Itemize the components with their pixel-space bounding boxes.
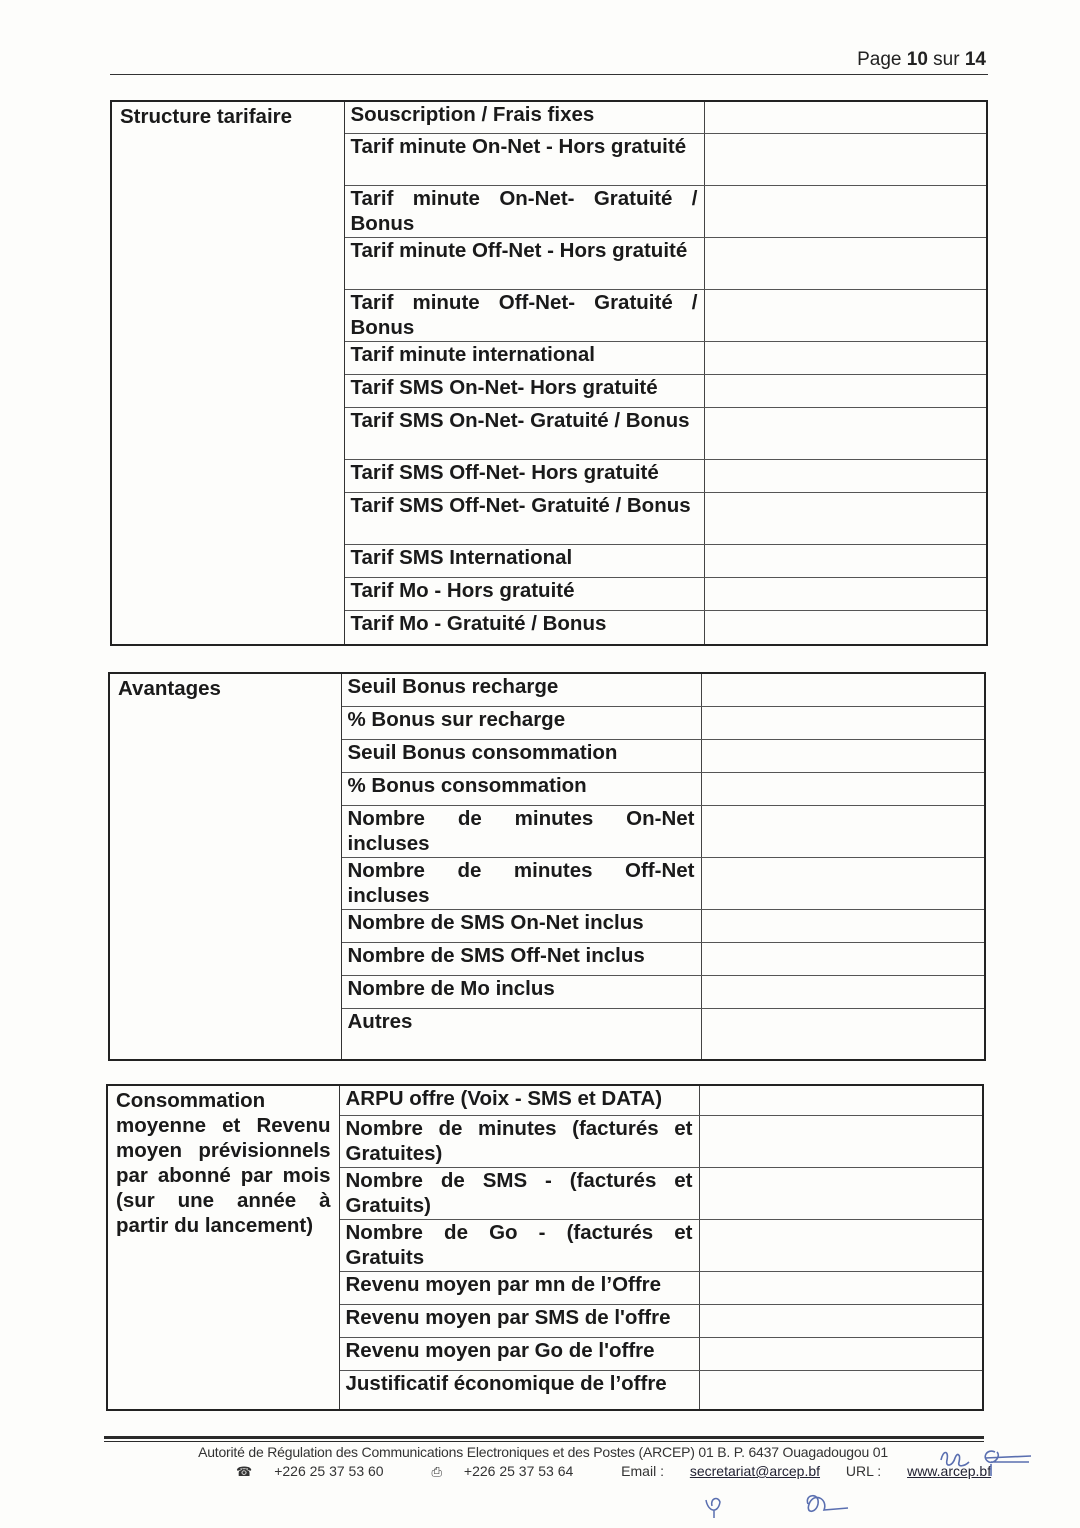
- footer-authority: Autorité de Régulation des Communications Electroniques et des Postes (ARCEP) 01 B. P. 6437 Ouagadougou 01: [198, 1444, 888, 1460]
- value-cell[interactable]: [704, 544, 987, 577]
- page-total: 14: [964, 49, 986, 70]
- value-cell[interactable]: [699, 1304, 983, 1337]
- table-row-label: Nombre de minutes On-Net incluses: [341, 805, 701, 857]
- value-cell[interactable]: [701, 706, 985, 739]
- advantages-table: [108, 672, 986, 1061]
- value-cell[interactable]: [701, 673, 985, 706]
- value-cell[interactable]: [704, 577, 987, 610]
- table-row-label: Tarif minute international: [344, 341, 704, 374]
- table-row-label: Seuil Bonus recharge: [341, 673, 701, 706]
- value-cell[interactable]: [704, 341, 987, 374]
- value-cell[interactable]: [699, 1337, 983, 1370]
- table-row-label: Tarif SMS Off-Net- Gratuité / Bonus: [344, 492, 704, 544]
- table-row-label: Souscription / Frais fixes: [344, 101, 704, 133]
- section-label: Structure tarifaire: [111, 101, 344, 645]
- page-current: 10: [906, 49, 928, 70]
- value-cell[interactable]: [701, 772, 985, 805]
- table-row-label: Nombre de Go - (facturés et Gratuits: [339, 1219, 699, 1271]
- table-row-label: Tarif SMS On-Net- Hors gratuité: [344, 374, 704, 407]
- value-cell[interactable]: [701, 942, 985, 975]
- footer-contacts: [236, 1463, 1013, 1480]
- page-number: [857, 49, 986, 71]
- table-row-label: % Bonus sur recharge: [341, 706, 701, 739]
- value-cell[interactable]: [704, 407, 987, 459]
- value-cell[interactable]: [699, 1219, 983, 1271]
- table-row-label: Nombre de SMS - (facturés et Gratuits): [339, 1167, 699, 1219]
- value-cell[interactable]: [704, 237, 987, 289]
- footer-fax: [431, 1463, 595, 1479]
- value-cell[interactable]: [699, 1271, 983, 1304]
- footer-email: [621, 1463, 820, 1479]
- handwritten-initials: [935, 1438, 1035, 1478]
- table-row-label: Revenu moyen par mn de l’Offre: [339, 1271, 699, 1304]
- value-cell[interactable]: [701, 909, 985, 942]
- table-row-label: Tarif SMS On-Net- Gratuité / Bonus: [344, 407, 704, 459]
- value-cell[interactable]: [704, 459, 987, 492]
- email-label: Email :: [621, 1463, 664, 1479]
- value-cell[interactable]: [704, 101, 987, 133]
- value-cell[interactable]: [701, 805, 985, 857]
- table-row-label: Tarif Mo - Hors gratuité: [344, 577, 704, 610]
- table-row-label: Nombre de minutes (facturés et Gratuites): [339, 1115, 699, 1167]
- table-row-label: Autres: [341, 1008, 701, 1060]
- table-row-label: Tarif minute On-Net - Hors gratuité: [344, 133, 704, 185]
- table-row-label: Tarif minute Off-Net - Hors gratuité: [344, 237, 704, 289]
- value-cell[interactable]: [704, 289, 987, 341]
- page-header: [110, 46, 988, 75]
- email-link[interactable]: secretariat@arcep.bf: [689, 1463, 821, 1479]
- phone-icon: ☎: [236, 1464, 253, 1479]
- value-cell[interactable]: [704, 610, 987, 645]
- tariff-structure-table: [110, 100, 988, 646]
- table-row-label: Justificatif économique de l’offre: [339, 1370, 699, 1410]
- footer-phone: [236, 1463, 406, 1479]
- value-cell[interactable]: [704, 133, 987, 185]
- footer-divider: [104, 1436, 984, 1439]
- value-cell[interactable]: [699, 1167, 983, 1219]
- table-row-label: % Bonus consommation: [341, 772, 701, 805]
- value-cell[interactable]: [704, 492, 987, 544]
- table-row-label: Tarif SMS International: [344, 544, 704, 577]
- table-row-label: Seuil Bonus consommation: [341, 739, 701, 772]
- table-row-label: Nombre de minutes Off-Net incluses: [341, 857, 701, 909]
- table-row-label: ARPU offre (Voix - SMS et DATA): [339, 1085, 699, 1115]
- fax-icon: ⎙: [431, 1464, 442, 1479]
- page-sep: sur: [933, 49, 960, 70]
- table-row-label: Nombre de SMS On-Net inclus: [341, 909, 701, 942]
- page-prefix: Page: [857, 49, 902, 70]
- table-row-label: Tarif minute Off-Net- Gratuité / Bonus: [344, 289, 704, 341]
- value-cell[interactable]: [699, 1115, 983, 1167]
- table-row-label: Nombre de SMS Off-Net inclus: [341, 942, 701, 975]
- table-row-label: Revenu moyen par SMS de l'offre: [339, 1304, 699, 1337]
- section-label: Avantages: [109, 673, 341, 1060]
- value-cell[interactable]: [699, 1370, 983, 1410]
- consumption-revenue-table: [106, 1084, 984, 1411]
- handwritten-initials-bottom: [700, 1488, 860, 1524]
- section-label: Consommation moyenne et Revenu moyen prévisionnels par abonné par mois (sur une année à partir du lancement): [107, 1085, 339, 1410]
- value-cell[interactable]: [704, 374, 987, 407]
- value-cell[interactable]: [701, 1008, 985, 1060]
- fax-number: +226 25 37 53 64: [463, 1463, 574, 1479]
- value-cell[interactable]: [701, 975, 985, 1008]
- phone-number: +226 25 37 53 60: [274, 1463, 384, 1479]
- footer-divider-thin: [104, 1441, 984, 1442]
- value-cell[interactable]: [701, 857, 985, 909]
- value-cell[interactable]: [699, 1085, 983, 1115]
- table-row-label: Nombre de Mo inclus: [341, 975, 701, 1008]
- table-row-label: Tarif SMS Off-Net- Hors gratuité: [344, 459, 704, 492]
- table-row-label: Revenu moyen par Go de l'offre: [339, 1337, 699, 1370]
- table-row-label: Tarif minute On-Net- Gratuité / Bonus: [344, 185, 704, 237]
- url-link[interactable]: www.arcep.bf: [907, 1463, 992, 1479]
- value-cell[interactable]: [701, 739, 985, 772]
- url-label: URL :: [845, 1463, 882, 1479]
- value-cell[interactable]: [704, 185, 987, 237]
- table-row-label: Tarif Mo - Gratuité / Bonus: [344, 610, 704, 645]
